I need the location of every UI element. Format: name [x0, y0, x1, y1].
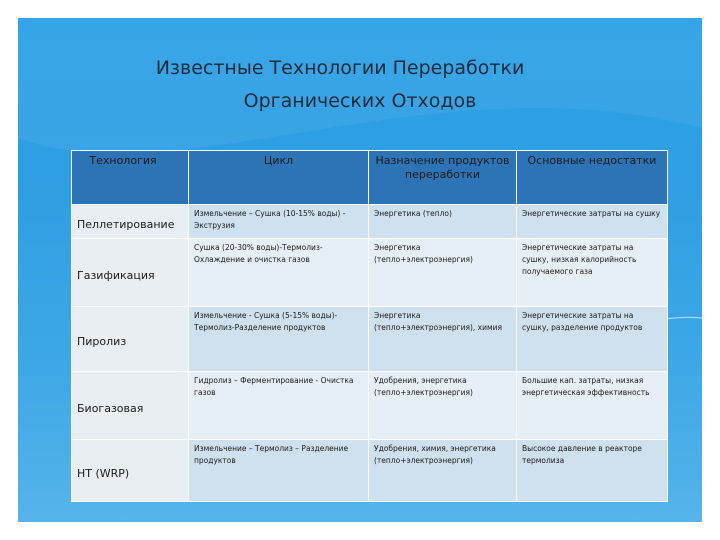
row-technology: Биогазовая — [72, 372, 189, 440]
table-row — [72, 307, 668, 372]
table-header-row — [72, 151, 668, 205]
row-technology: HT (WRP) — [72, 440, 189, 502]
row-purpose: Удобрения, химия, энергетика (тепло+электроэнергия) — [369, 440, 517, 502]
header-cycle: Цикл — [189, 151, 369, 205]
title-line-1: Известные Технологии Переработки — [155, 57, 525, 79]
header-drawbacks: Основные недостатки — [517, 151, 668, 205]
row-purpose: Энергетика (тепло+электроэнергия) — [369, 239, 517, 307]
table-row — [72, 239, 668, 307]
row-purpose: Энергетика (тепло+электроэнергия), химия — [369, 307, 517, 372]
header-purpose: Назначение продуктов переработки — [369, 151, 517, 205]
header-technology: Технология — [72, 151, 189, 205]
technology-table — [71, 150, 668, 502]
row-cycle: Гидролиз – Ферментирование - Очистка газов — [189, 372, 369, 440]
table-row — [72, 440, 668, 502]
slide-title — [18, 52, 702, 118]
row-purpose: Энергетика (тепло) — [369, 205, 517, 239]
row-purpose: Удобрения, энергетика (тепло+электроэнергия) — [369, 372, 517, 440]
row-cycle: Измельчение - Сушка (5-15% воды)-Термолиз-Разделение продуктов — [189, 307, 369, 372]
row-cycle: Сушка (20-30% воды)-Термолиз-Охлаждение и очистка газов — [189, 239, 369, 307]
row-drawbacks: Энергетические затраты на сушку — [517, 205, 668, 239]
row-cycle: Измельчение – Сушка (10-15% воды) - Экструзия — [189, 205, 369, 239]
row-drawbacks: Энергетические затраты на сушку, низкая калорийность получаемого газа — [517, 239, 668, 307]
table-row — [72, 205, 668, 239]
row-technology: Пиролиз — [72, 307, 189, 372]
row-technology: Газификация — [72, 239, 189, 307]
title-line-2: Органических Отходов — [243, 90, 477, 112]
row-drawbacks: Большие кап. затраты, низкая энергетическая эффективность — [517, 372, 668, 440]
row-cycle: Измельчение – Термолиз – Разделение продуктов — [189, 440, 369, 502]
row-drawbacks: Высокое давление в реакторе термолиза — [517, 440, 668, 502]
row-technology: Пеллетирование — [72, 205, 189, 239]
table-row — [72, 372, 668, 440]
row-drawbacks: Энергетические затраты на сушку, разделение продуктов — [517, 307, 668, 372]
